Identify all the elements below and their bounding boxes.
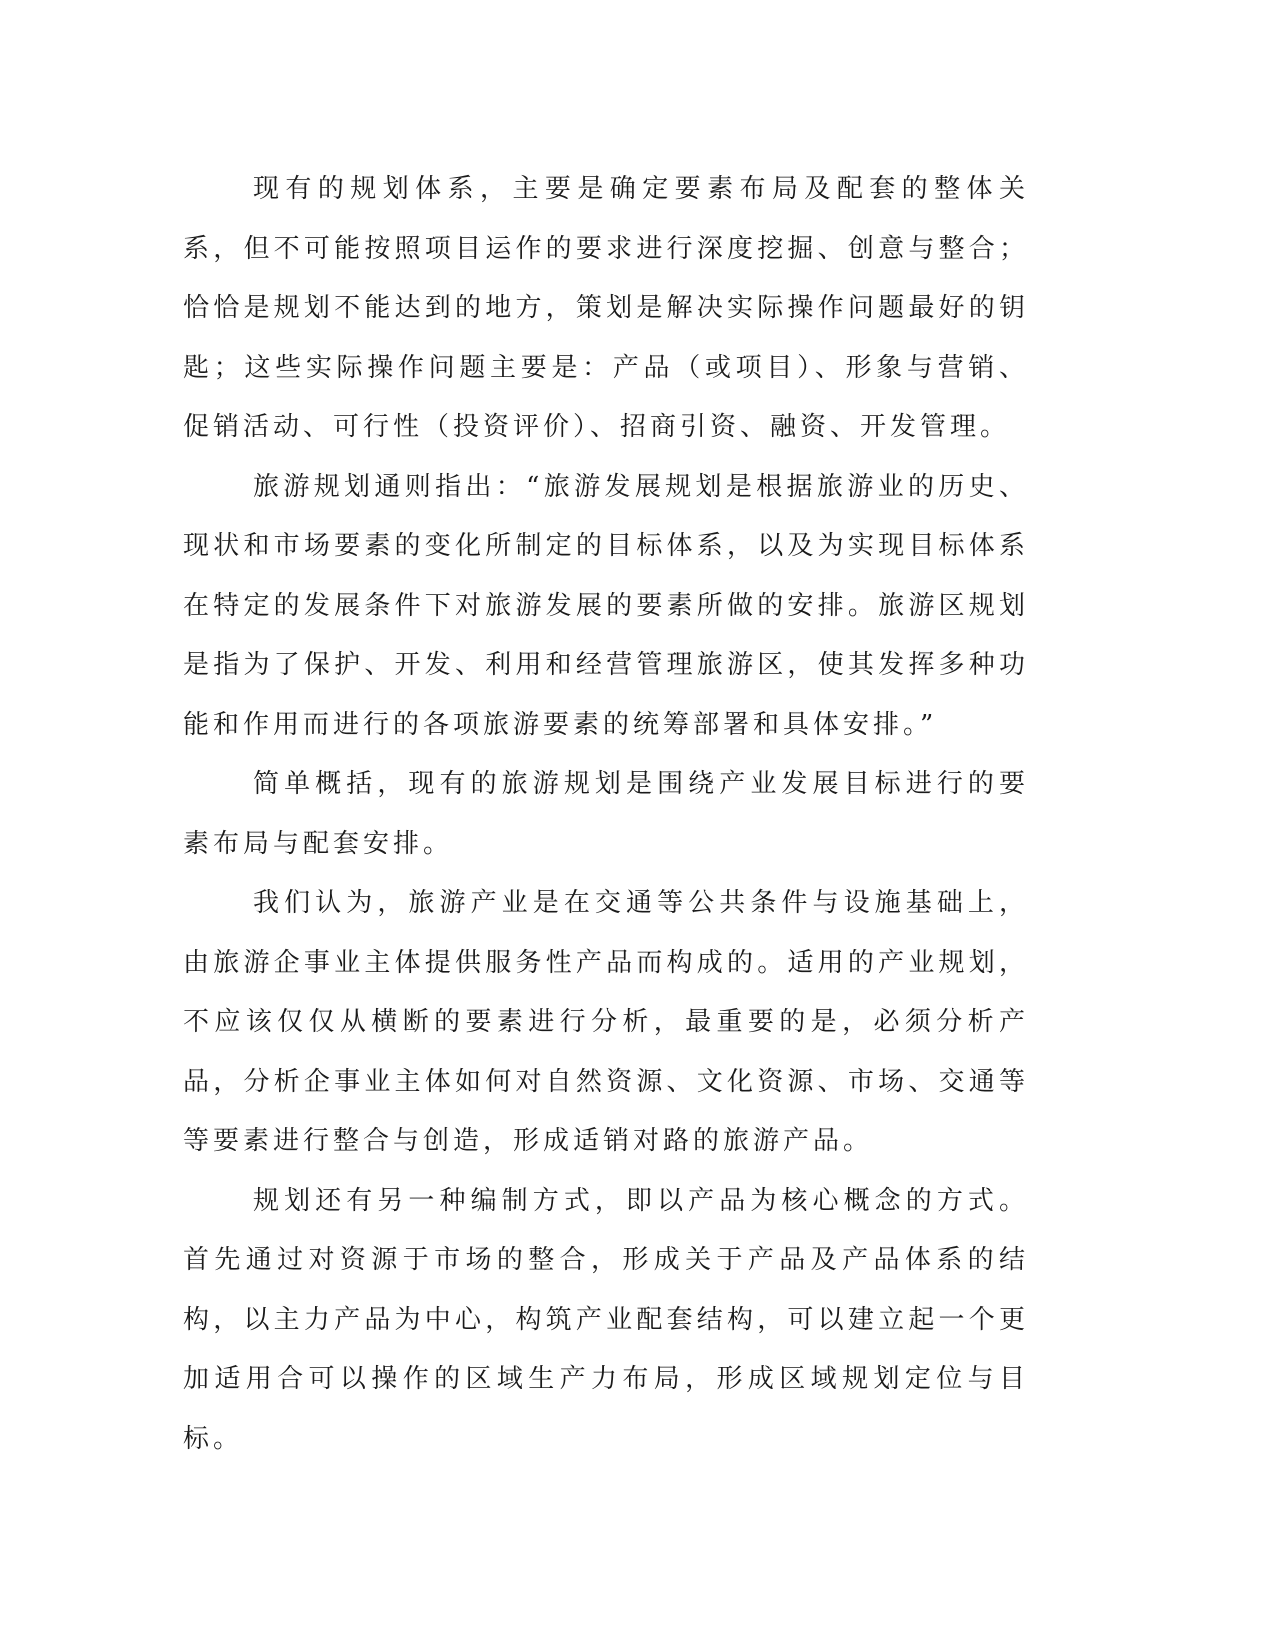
document-body (183, 160, 1029, 1469)
paragraph-1: 现有的规划体系，主要是确定要素布局及配套的整体关系，但不可能按照项目运作的要求进行深度挖掘、创意与整合；恰恰是规划不能达到的地方，策划是解决实际操作问题最好的钥匙；这些实际操作问题主要是：产品（或项目）、形象与营销、促销活动、可行性（投资评价）、招商引资、融资、开发管理。 (183, 174, 1029, 442)
paragraph-3: 简单概括，现有的旅游规划是围绕产业发展目标进行的要素布局与配套安排。 (183, 769, 1029, 859)
paragraph-2: 旅游规划通则指出：“旅游发展规划是根据旅游业的历史、现状和市场要素的变化所制定的目标体系，以及为实现目标体系在特定的发展条件下对旅游发展的要素所做的安排。旅游区规划是指为了保护、开发、利用和经营管理旅游区，使其发挥多种功能和作用而进行的各项旅游要素的统筹部署和具体安排。” (183, 471, 1029, 740)
paragraph-4: 我们认为，旅游产业是在交通等公共条件与设施基础上，由旅游企事业主体提供服务性产品而构成的。适用的产业规划，不应该仅仅从横断的要素进行分析，最重要的是，必须分析产品，分析企事业主体如何对自然资源、文化资源、市场、交通等等要素进行整合与创造，形成适销对路的旅游产品。 (183, 888, 1029, 1156)
paragraph-5: 规划还有另一种编制方式，即以产品为核心概念的方式。首先通过对资源于市场的整合，形成关于产品及产品体系的结构，以主力产品为中心，构筑产业配套结构，可以建立起一个更加适用合可以操作的区域生产力布局，形成区域规划定位与目标。 (183, 1185, 1029, 1454)
